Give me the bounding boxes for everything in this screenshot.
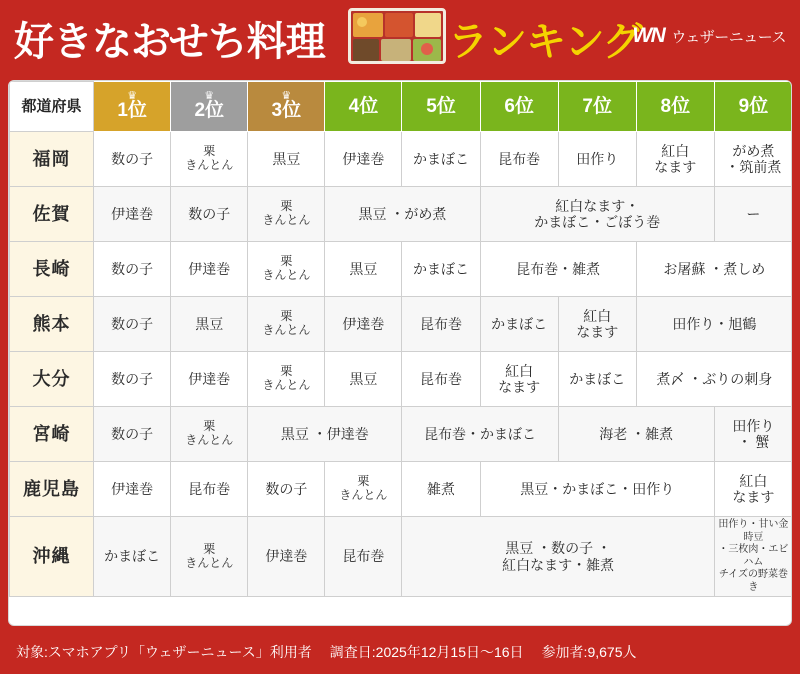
dish-label: なます — [576, 324, 619, 340]
ranking-table — [9, 81, 792, 597]
dish-label: 煮〆 ・ぶりの刺身 — [656, 370, 773, 387]
dish-cell — [636, 352, 792, 407]
dish-label: きんとん — [185, 158, 234, 172]
column-header-prefecture: 都道府県 — [10, 82, 94, 132]
dish-label: 昆布巻 — [420, 315, 463, 332]
dish-cell — [480, 352, 558, 407]
dish-label: ・筑前煮 — [725, 159, 782, 175]
dish-cell — [94, 517, 171, 597]
rank-label: 2位 — [194, 100, 225, 122]
dish-label: 田作り・旭鶴 — [672, 315, 757, 332]
footer-survey-date: 調査日:2025年12月15日〜16日 — [329, 644, 524, 660]
column-header-rank-6 — [480, 82, 558, 132]
prefecture-cell: 大分 — [10, 352, 94, 407]
prefecture-cell: 長崎 — [10, 242, 94, 297]
column-header-rank-1 — [94, 82, 171, 132]
dish-label: なます — [732, 489, 775, 505]
dish-label: 伊達巻 — [111, 205, 154, 222]
ranking-table-container — [8, 80, 792, 626]
table-row — [10, 242, 793, 297]
dish-label: きんとん — [262, 213, 311, 227]
dish-cell — [558, 132, 636, 187]
brand-name-label: ウェザーニュース — [671, 28, 786, 46]
prefecture-cell: 沖縄 — [10, 517, 94, 597]
dish-cell — [171, 187, 248, 242]
osechi-box-illustration — [348, 8, 446, 64]
dish-label: 昆布巻 — [420, 370, 463, 387]
dish-cell — [402, 352, 480, 407]
dish-cell — [714, 407, 792, 462]
dish-label: 数の子 — [265, 480, 308, 497]
dish-label: 栗 — [357, 474, 370, 489]
dish-label: なます — [654, 159, 697, 175]
rank-label: 1位 — [117, 100, 147, 122]
dish-label: きんとん — [262, 268, 311, 282]
dish-label: がめ煮 — [732, 142, 775, 159]
dish-cell — [171, 132, 248, 187]
dish-label: 黒豆・かまぼこ・田作り — [520, 480, 675, 497]
dish-cell — [248, 407, 402, 462]
prefecture-cell: 熊本 — [10, 297, 94, 352]
dish-cell — [248, 517, 325, 597]
dish-label: かまぼこ — [491, 315, 548, 332]
dish-label: 紅白 — [505, 362, 534, 379]
table-row — [10, 462, 793, 517]
rank-label: 3位 — [271, 100, 302, 122]
dish-cell — [94, 242, 171, 297]
dish-cell — [558, 407, 714, 462]
dish-label: チイズの野菜巻き — [718, 569, 789, 593]
dish-label: ・三枚肉・エビハム — [718, 544, 789, 568]
dish-cell — [325, 462, 402, 517]
dish-cell — [480, 187, 714, 242]
dish-label: 数の子 — [111, 425, 154, 442]
rank-label: 4位 — [348, 95, 379, 117]
dish-label: 数の子 — [188, 205, 231, 222]
dish-cell — [558, 352, 636, 407]
dish-label: 紅白なます・雑煮 — [502, 556, 615, 573]
dish-label: 数の子 — [111, 315, 154, 332]
dish-cell — [636, 242, 792, 297]
dish-label: 数の子 — [111, 150, 154, 167]
dish-label: 紅白 — [661, 142, 690, 159]
dish-label: 栗 — [280, 309, 293, 324]
dish-cell — [714, 187, 792, 242]
footer-participants: 参加者:9,675人 — [541, 644, 637, 660]
dish-cell — [171, 407, 248, 462]
dish-label: 栗 — [280, 254, 293, 269]
dish-label: 黒豆 ・数の子 ・ — [505, 540, 612, 557]
dish-label: 紅白 — [739, 472, 768, 489]
dish-label: 昆布巻 — [188, 480, 231, 497]
dish-label: きんとん — [262, 378, 311, 392]
column-header-rank-8 — [636, 82, 714, 132]
brand-logo — [632, 24, 786, 48]
dish-cell — [94, 352, 171, 407]
crown-icon: ♛ — [281, 90, 292, 103]
dish-cell — [248, 352, 325, 407]
dish-label: 栗 — [203, 541, 216, 556]
rank-label: 8位 — [660, 95, 691, 117]
dish-label: 黒豆 — [272, 150, 301, 167]
dish-cell — [325, 242, 402, 297]
dish-label: 紅白なます・ — [555, 197, 640, 214]
dish-cell — [402, 462, 480, 517]
dish-label: 伊達巻 — [265, 548, 308, 565]
dish-cell — [636, 132, 714, 187]
table-row — [10, 517, 793, 597]
dish-cell — [480, 242, 636, 297]
dish-label: お屠蘇 ・煮しめ — [663, 260, 766, 277]
prefecture-cell: 鹿児島 — [10, 462, 94, 517]
dish-cell — [480, 132, 558, 187]
rank-label: 5位 — [426, 95, 456, 117]
dish-label: 伊達巻 — [111, 480, 154, 497]
table-row — [10, 407, 793, 462]
dish-cell — [402, 297, 480, 352]
dish-cell — [325, 187, 480, 242]
rank-label: 9位 — [738, 95, 769, 117]
dish-label: 栗 — [280, 364, 293, 379]
dish-label: 栗 — [203, 419, 216, 434]
footer-target: 対象:スマホアプリ「ウェザーニュース」利用者 — [16, 644, 312, 660]
dish-cell — [94, 132, 171, 187]
dish-cell — [325, 352, 402, 407]
dish-cell — [171, 352, 248, 407]
page-title: 好きなおせち料理 — [14, 20, 325, 64]
column-header-rank-4 — [325, 82, 402, 132]
dish-cell — [480, 462, 714, 517]
dish-cell — [171, 462, 248, 517]
dish-label: 栗 — [203, 144, 216, 159]
dish-cell — [248, 462, 325, 517]
dish-label: 雑煮 — [427, 480, 456, 497]
dish-label: 田作り — [732, 417, 775, 434]
dish-label: ー — [746, 205, 761, 222]
table-row — [10, 187, 793, 242]
dish-label: 伊達巻 — [342, 315, 385, 332]
dish-cell — [402, 517, 714, 597]
dish-label: ・ 蟹 — [737, 434, 770, 450]
dish-label: 伊達巻 — [188, 370, 231, 387]
dish-label: 昆布巻・かまぼこ — [424, 425, 537, 442]
dish-cell — [402, 132, 480, 187]
dish-label: 昆布巻 — [498, 150, 541, 167]
dish-label: きんとん — [185, 433, 234, 447]
rank-label: 7位 — [582, 95, 612, 117]
dish-cell — [248, 132, 325, 187]
table-row — [10, 352, 793, 407]
dish-cell — [636, 297, 792, 352]
dish-label: 海老 ・雑煮 — [599, 425, 674, 442]
dish-label: 昆布巻・雑煮 — [516, 260, 601, 277]
dish-label: 黒豆 ・がめ煮 — [358, 205, 447, 222]
dish-label: 栗 — [280, 199, 293, 214]
dish-cell — [248, 297, 325, 352]
dish-cell — [94, 297, 171, 352]
dish-label: きんとん — [262, 323, 311, 337]
dish-cell — [94, 462, 171, 517]
dish-label: かまぼこ・ごぼう巻 — [534, 214, 661, 230]
dish-label: 昆布巻 — [342, 548, 385, 565]
dish-label: かまぼこ — [569, 370, 626, 387]
table-body — [10, 132, 793, 597]
dish-label: なます — [498, 379, 541, 395]
rank-label: 6位 — [504, 95, 534, 117]
dish-label: かまぼこ — [413, 150, 470, 167]
dish-label: 黒豆 — [195, 315, 224, 332]
column-header-rank-3 — [248, 82, 325, 132]
crown-icon: ♛ — [204, 90, 215, 103]
dish-label: きんとん — [339, 488, 388, 502]
dish-cell — [558, 297, 636, 352]
dish-label: 田作り・甘い金時豆 — [718, 519, 789, 543]
column-header-rank-5 — [402, 82, 480, 132]
footer-note — [0, 630, 800, 674]
dish-label: 数の子 — [111, 370, 154, 387]
dish-cell — [171, 242, 248, 297]
table-header — [10, 82, 793, 132]
dish-label: 伊達巻 — [342, 150, 385, 167]
crown-icon: ♛ — [127, 90, 138, 103]
dish-cell — [714, 517, 792, 597]
weathernews-mark-icon: WN — [632, 24, 665, 47]
dish-cell — [325, 132, 402, 187]
dish-cell — [325, 297, 402, 352]
dish-cell — [714, 462, 792, 517]
dish-cell — [402, 242, 480, 297]
dish-label: 黒豆 — [349, 370, 378, 387]
dish-cell — [480, 297, 558, 352]
table-header-row — [10, 82, 793, 132]
dish-cell — [248, 242, 325, 297]
page-title-rank: ランキング — [448, 20, 642, 64]
dish-cell — [714, 132, 792, 187]
header-banner — [0, 0, 800, 72]
dish-label: 黒豆 ・伊達巻 — [280, 425, 369, 442]
column-header-rank-7 — [558, 82, 636, 132]
prefecture-cell: 佐賀 — [10, 187, 94, 242]
table-row — [10, 297, 793, 352]
dish-cell — [94, 407, 171, 462]
dish-label: かまぼこ — [413, 260, 470, 277]
dish-label: 伊達巻 — [188, 260, 231, 277]
dish-label: 紅白 — [583, 307, 612, 324]
dish-cell — [248, 187, 325, 242]
table-row — [10, 132, 793, 187]
dish-cell — [325, 517, 402, 597]
dish-label: 田作り — [576, 150, 619, 167]
dish-label: かまぼこ — [104, 548, 161, 565]
prefecture-cell: 宮崎 — [10, 407, 94, 462]
dish-label: 数の子 — [111, 260, 154, 277]
dish-cell — [402, 407, 558, 462]
prefecture-cell: 福岡 — [10, 132, 94, 187]
column-header-rank-2 — [171, 82, 248, 132]
dish-cell — [171, 517, 248, 597]
dish-cell — [171, 297, 248, 352]
dish-label: 黒豆 — [349, 260, 378, 277]
dish-label: きんとん — [185, 555, 234, 570]
dish-cell — [94, 187, 171, 242]
column-header-rank-9 — [714, 82, 792, 132]
